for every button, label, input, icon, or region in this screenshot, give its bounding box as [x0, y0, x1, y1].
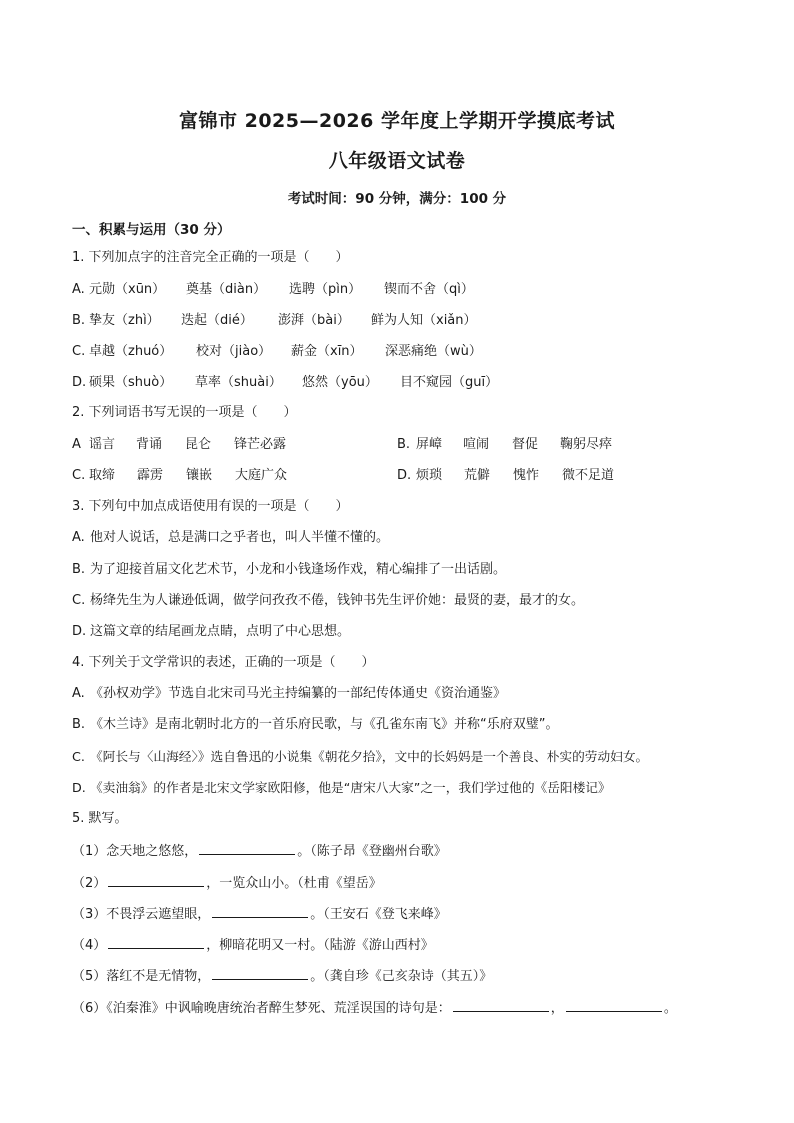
exam-subtitle: 八年级语文试卷	[328, 150, 466, 172]
item-number: （6）	[72, 1001, 107, 1016]
option-text: 《木兰诗》是南北朝时北方的一首乐府民歌，与《孔雀东南飞》并称“乐府双璧”。	[90, 717, 559, 732]
option-item: 背诵	[136, 437, 163, 452]
q3-option-c[interactable]	[72, 593, 584, 609]
q2-option-a[interactable]	[72, 437, 287, 453]
option-item: 深恶痛绝（wù）	[385, 344, 482, 359]
option-text: 杨绛先生为人谦逊低调，做学问孜孜不倦，钱钟书先生评价她：最贤的妻，最才的女。	[90, 593, 585, 608]
option-label: D.	[72, 624, 87, 639]
answer-blank[interactable]	[108, 936, 204, 949]
option-item: 微不足道	[562, 468, 615, 483]
recite-item-3	[72, 905, 447, 923]
option-label: C.	[72, 593, 86, 608]
option-text: 《孙权劝学》节选自北宋司马光主持编纂的一部纪传体通史《资治通鉴》	[90, 686, 507, 701]
option-item: 元勋（xūn）	[89, 282, 166, 297]
option-label: B.	[72, 717, 86, 732]
item-after: 。（王安石《登飞来峰》	[310, 907, 447, 922]
option-text: 他对人说话，总是满口之乎者也，叫人半懂不懂的。	[90, 530, 390, 545]
option-item: 硕果（shuò）	[89, 375, 173, 390]
q4-option-d[interactable]	[72, 780, 611, 796]
exam-title: 富锦市 2025—2026 学年度上学期开学摸底考试	[179, 110, 615, 132]
question-2-stem: 2. 下列词语书写无误的一项是（ ）	[72, 405, 297, 420]
option-item: 校对（jiào）	[196, 344, 272, 359]
q1-option-a[interactable]	[72, 282, 474, 298]
option-item: 薪金（xīn）	[291, 344, 363, 359]
item-before: 念天地之悠悠，	[106, 844, 198, 859]
q3-option-d[interactable]	[72, 624, 350, 640]
item-after: ，一览众山小。（杜甫《望岳》	[206, 876, 382, 891]
option-item: 澎湃（bài）	[278, 313, 350, 328]
option-label: A.	[72, 282, 85, 297]
option-item: 锋芒必露	[234, 437, 287, 452]
option-item: 取缔	[89, 468, 116, 483]
option-label: D.	[397, 468, 412, 483]
item-number: （3）	[72, 907, 107, 922]
option-item: 奠基（diàn）	[186, 282, 267, 297]
section-title: 一、积累与运用（30 分）	[72, 222, 231, 238]
item-number: （4）	[72, 938, 107, 953]
q4-option-b[interactable]	[72, 717, 558, 733]
option-label: C.	[72, 749, 85, 764]
question-1-stem: 1. 下列加点字的注音完全正确的一项是（ ）	[72, 250, 349, 265]
q1-option-d[interactable]	[72, 375, 499, 391]
question-3-stem: 3. 下列句中加点成语使用有误的一项是（ ）	[72, 499, 349, 514]
recite-item-1	[72, 842, 447, 860]
option-item: 目不窥园（guī）	[400, 375, 499, 390]
option-label: D.	[72, 375, 87, 390]
option-label: B.	[397, 437, 411, 452]
item-mid: ，	[550, 1001, 564, 1016]
item-number: （1）	[72, 844, 107, 859]
option-item: 鲜为人知（xiǎn）	[371, 313, 477, 328]
option-label: B.	[72, 562, 86, 577]
item-number: （5）	[72, 969, 107, 984]
option-label: A.	[72, 530, 85, 545]
recite-item-6	[72, 999, 677, 1017]
option-item: 草率（shuài）	[195, 375, 282, 390]
item-after: 。	[663, 1001, 677, 1016]
option-item: 烦琐	[416, 468, 443, 483]
option-item: 大庭广众	[235, 468, 288, 483]
item-after: ，柳暗花明又一村。（陆游《游山西村》	[206, 938, 434, 953]
question-4-stem: 4. 下列关于文学常识的表述，正确的一项是（ ）	[72, 655, 375, 670]
answer-blank[interactable]	[566, 999, 662, 1012]
item-after: 。（龚自珍《己亥杂诗（其五）》	[310, 969, 493, 984]
q2-option-b[interactable]	[397, 437, 613, 453]
option-label: C.	[72, 468, 86, 483]
q4-option-a[interactable]	[72, 686, 506, 702]
option-label: A.	[72, 686, 85, 701]
recite-item-5	[72, 967, 492, 985]
option-item: 督促	[512, 437, 539, 452]
q2-option-c[interactable]	[72, 468, 288, 484]
q3-option-b[interactable]	[72, 562, 506, 578]
option-label: B.	[72, 313, 86, 328]
option-text: 《卖油翁》的作者是北宋文学家欧阳修，他是“唐宋八大家”之一，我们学过他的《岳阳楼记》	[90, 780, 611, 795]
q1-option-c[interactable]	[72, 344, 482, 360]
option-item: 谣言	[89, 437, 116, 452]
option-text: 为了迎接首届文化艺术节，小龙和小钱逢场作戏，精心编排了一出话剧。	[90, 562, 507, 577]
option-item: 迭起（dié）	[181, 313, 253, 328]
item-before: 《泊秦淮》中讽喻晚唐统治者醉生梦死、荒淫误国的诗句是：	[106, 1001, 451, 1016]
answer-blank[interactable]	[212, 967, 308, 980]
recite-item-4	[72, 936, 434, 954]
answer-blank[interactable]	[212, 905, 308, 918]
option-item: 昆仑	[185, 437, 212, 452]
option-text: 《阿长与〈山海经〉》选自鲁迅的小说集《朝花夕拾》，文中的长妈妈是一个善良、朴实的劳动妇女。	[90, 749, 649, 764]
option-item: 锲而不舍（qì）	[384, 282, 474, 297]
item-after: 。（陈子昂《登幽州台歌》	[297, 844, 447, 859]
option-item: 悠然（yōu）	[302, 375, 378, 390]
option-label: D.	[72, 780, 86, 795]
option-item: 选聘（pìn）	[289, 282, 362, 297]
option-item: 愧怍	[513, 468, 540, 483]
recite-item-2	[72, 874, 382, 892]
option-item: 鞠躬尽瘁	[560, 437, 613, 452]
item-before: 落红不是无情物，	[106, 969, 211, 984]
q2-option-d[interactable]	[397, 468, 615, 484]
exam-info: 考试时间：90 分钟，满分：100 分	[287, 191, 507, 207]
option-item: 荒僻	[464, 468, 491, 483]
answer-blank[interactable]	[108, 874, 204, 887]
q4-option-c[interactable]	[72, 749, 648, 765]
option-item: 卓越（zhuó）	[89, 344, 173, 359]
option-item: 镶嵌	[186, 468, 213, 483]
option-item: 挚友（zhì）	[89, 313, 160, 328]
answer-blank[interactable]	[453, 999, 549, 1012]
option-label: A	[72, 437, 81, 452]
item-number: （2）	[72, 876, 107, 891]
option-item: 霹雳	[137, 468, 164, 483]
option-item: 屏嶂	[416, 437, 443, 452]
option-text: 这篇文章的结尾画龙点睛，点明了中心思想。	[90, 624, 351, 639]
item-before: 不畏浮云遮望眼，	[106, 907, 211, 922]
q3-option-a[interactable]	[72, 530, 389, 546]
question-5-stem: 5. 默写。	[72, 811, 128, 826]
q1-option-b[interactable]	[72, 313, 477, 329]
option-item: 喧闹	[463, 437, 490, 452]
option-label: C.	[72, 344, 86, 359]
answer-blank[interactable]	[199, 842, 295, 855]
